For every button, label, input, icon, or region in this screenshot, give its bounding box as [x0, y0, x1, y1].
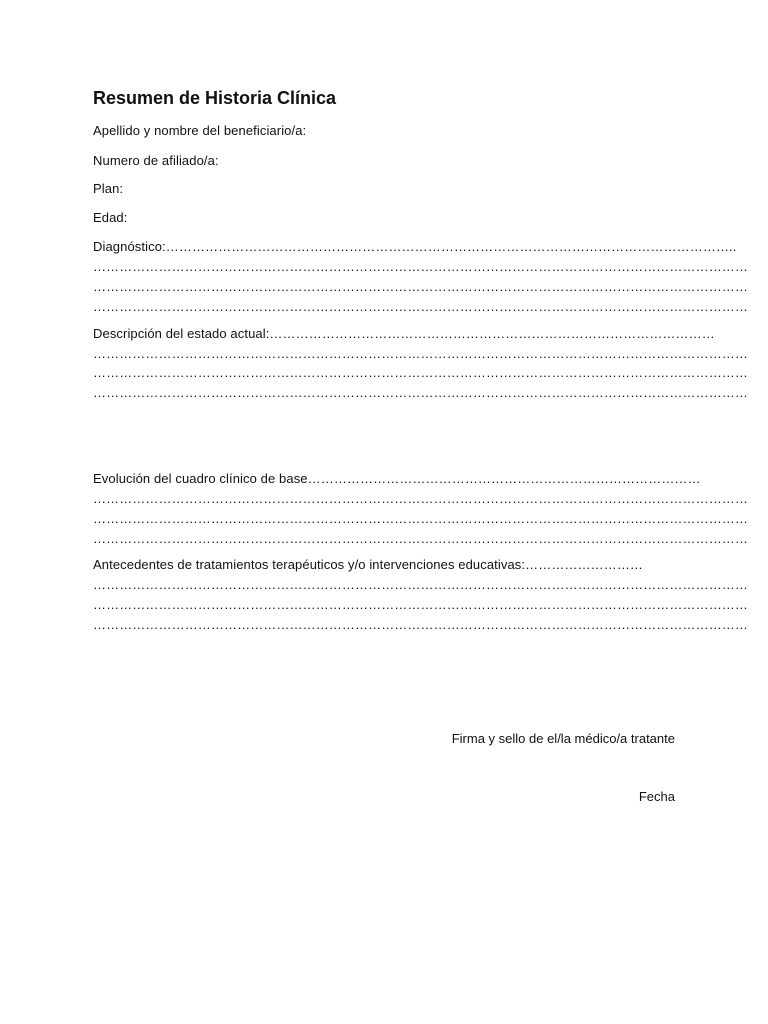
descripcion-dotted-line: ……………………………………………………………………………………………………………………………………	[93, 385, 748, 400]
diagnostico-dotted-line: ……………………………………………………………………………………………………………………………………	[93, 259, 748, 274]
evolucion-dotted-line: ……………………………………………………………………………………………………………………………………	[93, 531, 748, 546]
antecedentes-dotted-line: ……………………………………………………………………………………………………………………………………	[93, 597, 748, 612]
antecedentes-dotted-line: ……………………………………………………………………………………………………………………………………	[93, 577, 748, 592]
field-afiliado-label: Numero de afiliado/a:	[93, 153, 219, 168]
field-plan-label: Plan:	[93, 181, 124, 196]
field-beneficiario-label: Apellido y nombre del beneficiario/a:	[93, 123, 307, 138]
diagnostico-label: Diagnóstico:…………………………………………………………………………………………………………………..	[93, 239, 737, 254]
antecedentes-label: Antecedentes de tratamientos terapéuticos y/o intervenciones educativas:………………………	[93, 557, 644, 572]
diagnostico-dotted-line: ……………………………………………………………………………………………………………………………………	[93, 279, 748, 294]
evolucion-label: Evolución del cuadro clínico de base………………………………………………………………………………	[93, 471, 701, 486]
signature-label: Firma y sello de el/la médico/a tratante	[451, 731, 675, 746]
document-title: Resumen de Historia Clínica	[93, 88, 337, 108]
antecedentes-dotted-line: ……………………………………………………………………………………………………………………………………	[93, 617, 748, 632]
diagnostico-dotted-line: ……………………………………………………………………………………………………………………………………	[93, 299, 748, 314]
field-edad-label: Edad:	[93, 210, 128, 225]
evolucion-dotted-line: ……………………………………………………………………………………………………………………………………	[93, 511, 748, 526]
descripcion-label: Descripción del estado actual:…………………………………………………………………………………………	[93, 326, 715, 341]
descripcion-dotted-line: ……………………………………………………………………………………………………………………………………	[93, 365, 748, 380]
evolucion-dotted-line: ……………………………………………………………………………………………………………………………………	[93, 491, 748, 506]
date-label: Fecha	[638, 789, 675, 804]
descripcion-dotted-line: ……………………………………………………………………………………………………………………………………	[93, 346, 748, 361]
